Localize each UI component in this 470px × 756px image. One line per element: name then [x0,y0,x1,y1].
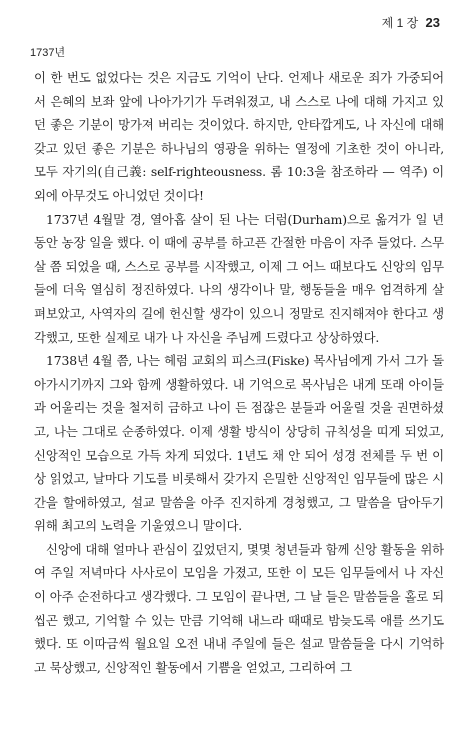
paragraph-continued: 이 한 번도 없었다는 것은 지금도 기억이 난다. 언제나 새로운 죄가 가중되어서 은혜의 보좌 앞에 나아가기가 두려워졌고, 내 스스로 나에 대해 가지고 있던 좋은 기분이 망가져 버리는 것이었다. 하지만, 안타깝게도, 나 자신에 대해 갖고 있던 좋은 기분은 하나님의 영광을 위하는 열정에 기초한 것이 아니라, 모두 자기의(自己義: self-righteousness. 롬 10:3을 참조하라 — 역주) 이외에 아무것도 아니었던 것이다! [34,70,444,203]
running-head [382,14,440,31]
body-text [34,66,444,679]
chapter-label: 제 1 장 [381,16,419,30]
paragraph: 신앙에 대해 얼마나 관심이 깊었던지, 몇몇 청년들과 함께 신앙 활동을 위하여 주일 저녁마다 사사로이 모임을 가졌고, 또한 이 모든 임무들에서 나 자신이 아주 순전하다고 생각했다. 그 모임이 끝나면, 그 날 들은 말씀들을 홀로 되씹곤 했고, 기억할 수 있는 만큼 기억해 내느라 때때로 밤늦도록 애를 쓰기도 했다. 또 이따금씩 월요일 오전 내내 주일에 들은 설교 말씀들을 다시 기억하고 묵상했고, 신앙적인 활동에서 기쁨을 얻었고, 그리하여 그 [34,541,444,675]
section-label: 1737년 [30,47,66,59]
page-number: 23 [425,15,440,30]
paragraph: 1738년 4월 쯤, 나는 헤럼 교회의 피스크(Fiske) 목사님에게 가서 그가 돌아가시기까지 그와 함께 생활하였다. 내 기억으로 목사님은 내게 또래 아이들과 어울리는 것을 철저히 금하고 나이 든 점잖은 분들과 어울릴 것을 권면하셨고, 나는 그대로 순종하였다. 이제 생활 방식이 상당히 규칙성을 띠게 되었고, 신앙적인 모습으로 가득 차게 되었다. 1년도 채 안 되어 성경 전체를 두 번 이상 읽었고, 날마다 기도를 비롯해서 갖가지 은밀한 신앙적인 임무들에 많은 시간을 할애하였고, 설교 말씀을 아주 진지하게 경청했고, 그 말씀을 담아두기 위해 최고의 노력을 기울였으니 말이다. [34,353,444,534]
paragraph: 1737년 4월말 경, 열아홉 살이 된 나는 더럼(Durham)으로 옮겨가 일 년 동안 농장 일을 했다. 이 때에 공부를 하고픈 간절한 마음이 자주 들었다. 스무 살 쯤 되었을 때, 스스로 공부를 시작했고, 이제 그 어느 때보다도 신앙의 임무들에 더욱 열심히 정진하였다. 나의 생각이나 말, 행동들을 매우 엄격하게 살펴보았고, 사역자의 길에 헌신할 생각이 있으니 정말로 진지해져야 한다고 생각했고, 또한 실제로 내가 나 자신을 주님께 드렸다고 상상하였다. [34,211,444,345]
